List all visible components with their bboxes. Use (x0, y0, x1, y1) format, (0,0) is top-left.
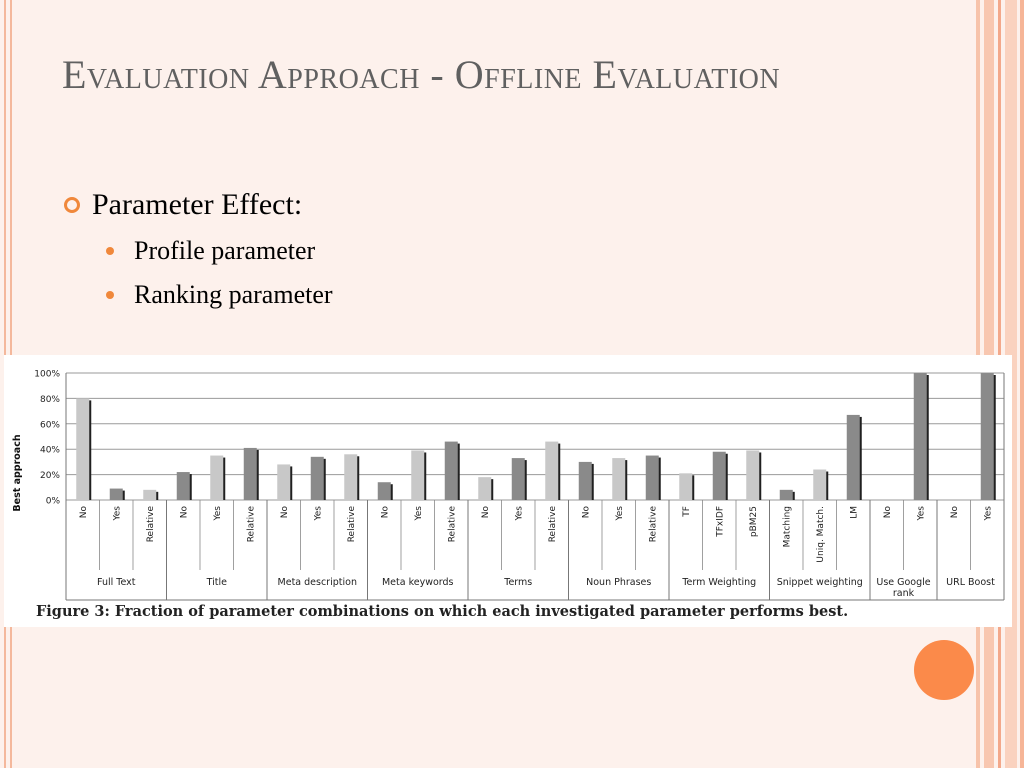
category-label: No (78, 506, 89, 519)
y-axis-label: Best approach (12, 434, 23, 512)
category-label: Matching (782, 506, 793, 548)
category-label: No (949, 506, 960, 519)
category-label: Relative (145, 506, 156, 543)
bar (713, 452, 726, 500)
bar (244, 448, 257, 500)
bar (847, 415, 860, 500)
group-label: Meta description (277, 577, 357, 588)
category-label: Relative (246, 506, 257, 543)
category-label: Yes (212, 506, 223, 521)
category-label: Yes (514, 506, 525, 521)
bar (143, 490, 156, 500)
category-label: Yes (916, 506, 927, 521)
bar (914, 373, 927, 500)
group-label: Use Google (876, 577, 931, 588)
bar (311, 457, 324, 500)
group-label: rank (892, 588, 915, 599)
category-label: No (179, 506, 190, 519)
bar (277, 464, 290, 500)
bar (579, 462, 592, 500)
bar (646, 456, 659, 500)
category-label: Yes (413, 506, 424, 521)
bar (411, 450, 424, 500)
category-label: No (581, 506, 592, 519)
bar-chart (4, 355, 1012, 627)
bar (512, 458, 525, 500)
sub-bullet-text: Ranking parameter (134, 280, 333, 309)
y-tick-label: 20% (39, 471, 60, 482)
group-label: URL Boost (946, 577, 995, 588)
category-label: Relative (547, 506, 558, 543)
figure-caption: Figure 3: Fraction of parameter combinations on which each investigated parameter performs best. (36, 603, 849, 620)
group-label: Terms (504, 577, 533, 588)
y-tick-label: 60% (39, 420, 60, 431)
category-label: TF (681, 506, 692, 517)
bullet-text: Parameter Effect: (92, 188, 303, 221)
decorative-circle (914, 640, 974, 700)
category-label: Relative (346, 506, 357, 543)
bar (378, 482, 391, 500)
group-label: Snippet weighting (776, 577, 863, 588)
y-tick-label: 100% (34, 369, 60, 380)
category-label: Yes (112, 506, 123, 521)
bar (110, 489, 123, 500)
category-label: Yes (313, 506, 324, 521)
y-tick-label: 40% (39, 445, 60, 456)
category-label: No (882, 506, 893, 519)
bar (746, 450, 759, 500)
category-label: No (279, 506, 290, 519)
bar (76, 398, 89, 500)
category-label: TFxIDF (715, 506, 726, 537)
group-label: Term Weighting (682, 577, 757, 588)
group-label: Title (206, 577, 227, 588)
bar (478, 477, 491, 500)
ring-bullet-icon (64, 197, 80, 213)
category-label: Relative (447, 506, 458, 543)
bar (545, 442, 558, 500)
sub-bullet-text: Profile parameter (134, 236, 316, 265)
category-label: Yes (983, 506, 994, 521)
category-label: pBM25 (748, 506, 759, 538)
dot-bullet-icon (106, 291, 114, 299)
dot-bullet-icon (106, 247, 114, 255)
category-label: Relative (648, 506, 659, 543)
bar (344, 454, 357, 500)
bar (981, 373, 994, 500)
bar (210, 456, 223, 500)
bar (445, 442, 458, 500)
category-label: No (480, 506, 491, 519)
category-label: Yes (614, 506, 625, 521)
y-tick-label: 80% (39, 394, 60, 405)
group-label: Noun Phrases (586, 577, 652, 588)
bar (177, 472, 190, 500)
category-label: LM (849, 506, 860, 519)
group-label: Meta keywords (381, 577, 454, 588)
category-label: Uniq. Match. (815, 506, 826, 563)
slide-title: Evaluation Approach - Offline Evaluation (62, 52, 781, 97)
bar (813, 470, 826, 500)
category-label: No (380, 506, 391, 519)
bar (780, 490, 793, 500)
bar (679, 473, 692, 500)
group-label: Full Text (97, 577, 136, 588)
bar (612, 458, 625, 500)
y-tick-label: 0% (45, 496, 60, 507)
figure-panel (4, 355, 1012, 627)
